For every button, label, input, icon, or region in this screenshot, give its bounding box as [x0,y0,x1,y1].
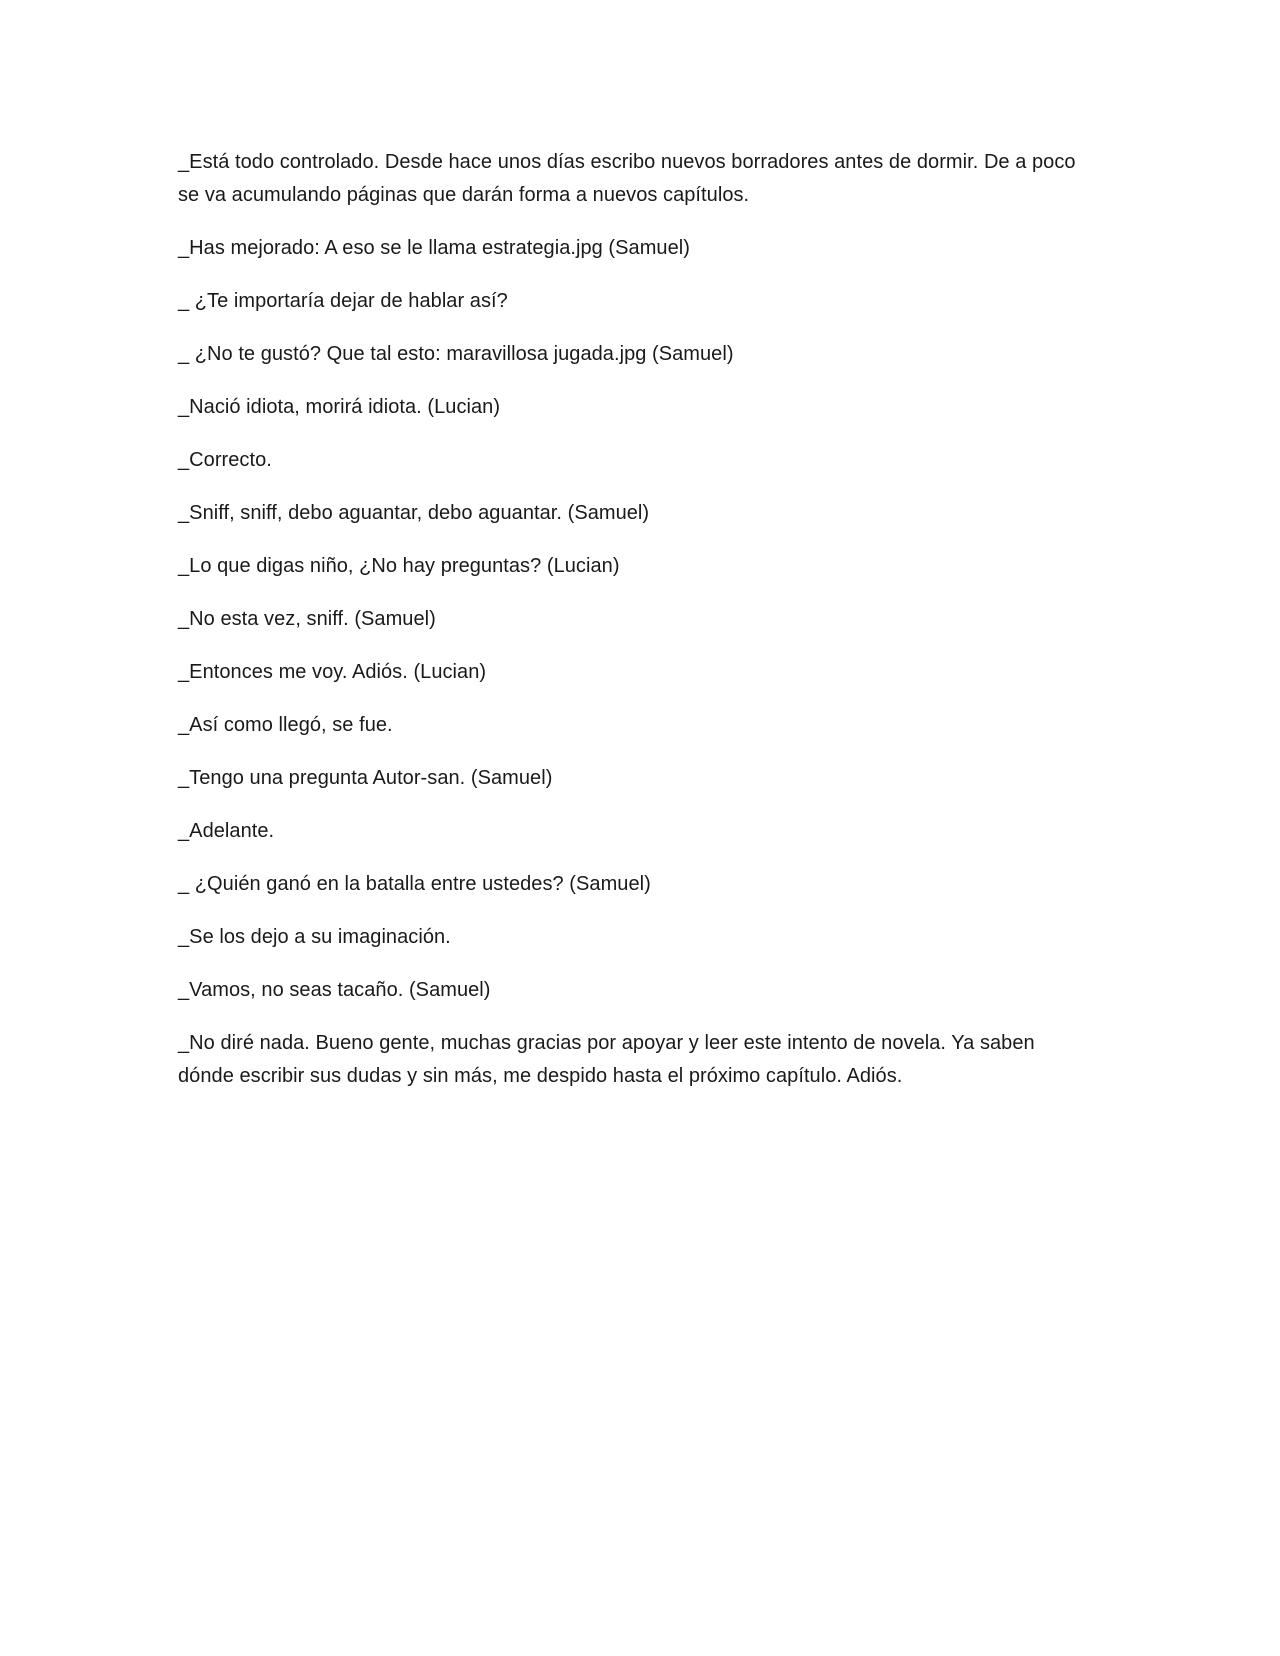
paragraph: _No diré nada. Bueno gente, muchas gracias por apoyar y leer este intento de novela. Ya saben dónde escribir sus dudas y sin más, me despido hasta el próximo capítulo. Adiós. [178,1032,1035,1087]
paragraph: _ ¿Te importaría dejar de hablar así? [178,290,508,312]
paragraph: _Lo que digas niño, ¿No hay preguntas? (Lucian) [178,555,620,577]
paragraph: _Está todo controlado. Desde hace unos días escribo nuevos borradores antes de dormir. De a poco se va acumulando páginas que darán forma a nuevos capítulos. [178,151,1076,206]
paragraph: _Nació idiota, morirá idiota. (Lucian) [178,396,501,418]
paragraph: _Tengo una pregunta Autor-san. (Samuel) [178,767,553,789]
paragraph: _Vamos, no seas tacaño. (Samuel) [178,979,491,1001]
paragraph: _Así como llegó, se fue. [178,714,393,736]
paragraph: _Se los dejo a su imaginación. [178,926,451,948]
document-body [178,146,1078,1113]
paragraph: _Has mejorado: A eso se le llama estrategia.jpg (Samuel) [178,237,690,259]
paragraph: _No esta vez, sniff. (Samuel) [178,608,436,630]
paragraph: _Correcto. [178,449,272,471]
paragraph: _ ¿No te gustó? Que tal esto: maravillosa jugada.jpg (Samuel) [178,343,734,365]
paragraph: _Adelante. [178,820,275,842]
paragraph: _Sniff, sniff, debo aguantar, debo aguantar. (Samuel) [178,502,650,524]
paragraph: _ ¿Quién ganó en la batalla entre ustedes? (Samuel) [178,873,651,895]
paragraph: _Entonces me voy. Adiós. (Lucian) [178,661,487,683]
